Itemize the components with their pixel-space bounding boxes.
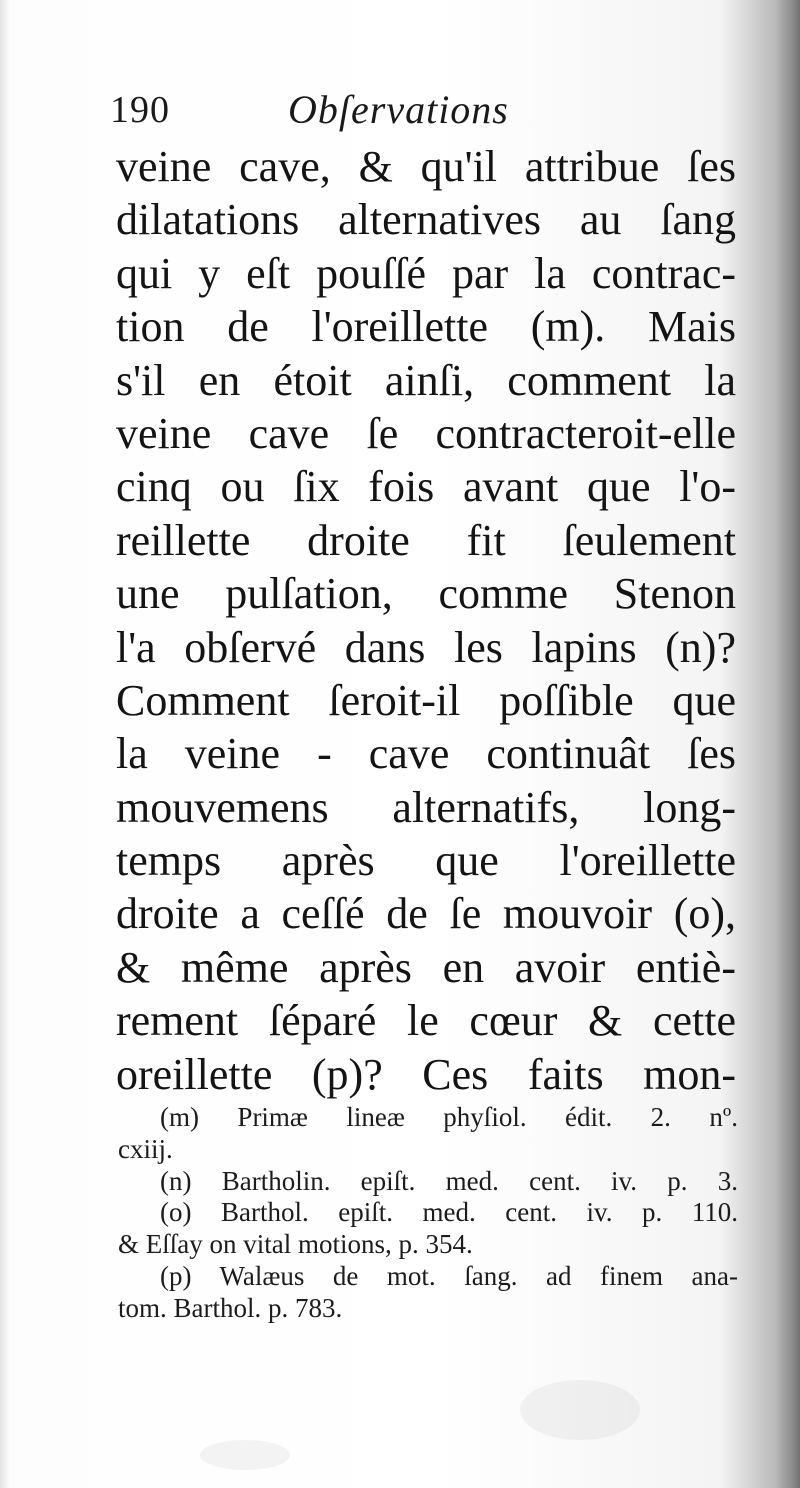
text-line: la veine - cave continuât ſes bbox=[116, 729, 736, 779]
running-head: Obſervations bbox=[288, 87, 509, 132]
paper-stain bbox=[200, 1440, 290, 1470]
footnote-line: (n) Bartholin. epiſt. med. cent. iv. p. 3. bbox=[160, 1165, 738, 1196]
page-number: 190 bbox=[110, 89, 170, 131]
body-text bbox=[116, 140, 736, 1101]
footnote-line: (p) Walæus de mot. ſang. ad finem ana- bbox=[160, 1260, 738, 1291]
text-line: veine cave ſe contracteroit-elle bbox=[116, 408, 736, 458]
footnote-line: (m) Primæ lineæ phyſiol. édit. 2. nº. bbox=[160, 1102, 738, 1132]
text-line: l'a obſervé dans les lapins (n)? bbox=[116, 622, 736, 672]
page-gutter-shade bbox=[0, 0, 10, 1488]
text-line: oreillette (p)? Ces faits mon- bbox=[116, 1049, 736, 1099]
footnote-line: & Eſſay on vital motions, p. 354. bbox=[118, 1229, 473, 1260]
page-edge-shadow bbox=[776, 0, 800, 1488]
footnote-line: (o) Barthol. epiſt. med. cent. iv. p. 110. bbox=[160, 1197, 738, 1228]
text-line: une pulſation, comme Stenon bbox=[116, 569, 736, 619]
text-line: dilatations alternatives au ſang bbox=[116, 195, 736, 245]
text-line: & même après en avoir entiè- bbox=[116, 942, 736, 992]
footnote-line: cxiij. bbox=[118, 1133, 173, 1164]
text-line: qui y eſt pouſſé par la contrac- bbox=[116, 248, 736, 298]
text-line: reillette droite fit ſeulement bbox=[116, 515, 736, 565]
paper-stain bbox=[520, 1380, 640, 1440]
text-line: temps après que l'oreillette bbox=[116, 836, 736, 886]
text-line: droite a ceſſé de ſe mouvoir (o), bbox=[116, 889, 736, 939]
footnotes bbox=[118, 1102, 738, 1325]
text-line: cinq ou ſix fois avant que l'o- bbox=[116, 462, 736, 512]
text-line: veine cave, & qu'il attribue ſes bbox=[116, 142, 736, 191]
text-line: tion de l'oreillette (m). Mais bbox=[116, 302, 736, 352]
text-line: Comment ſeroit-il poſſible que bbox=[116, 675, 736, 725]
text-line: rement ſéparé le cœur & cette bbox=[116, 996, 736, 1046]
page-header bbox=[110, 80, 750, 140]
text-line: s'il en étoit ainſi, comment la bbox=[116, 355, 736, 405]
footnote-line: tom. Barthol. p. 783. bbox=[118, 1292, 343, 1323]
text-line: mouvemens alternatifs, long- bbox=[116, 782, 736, 832]
